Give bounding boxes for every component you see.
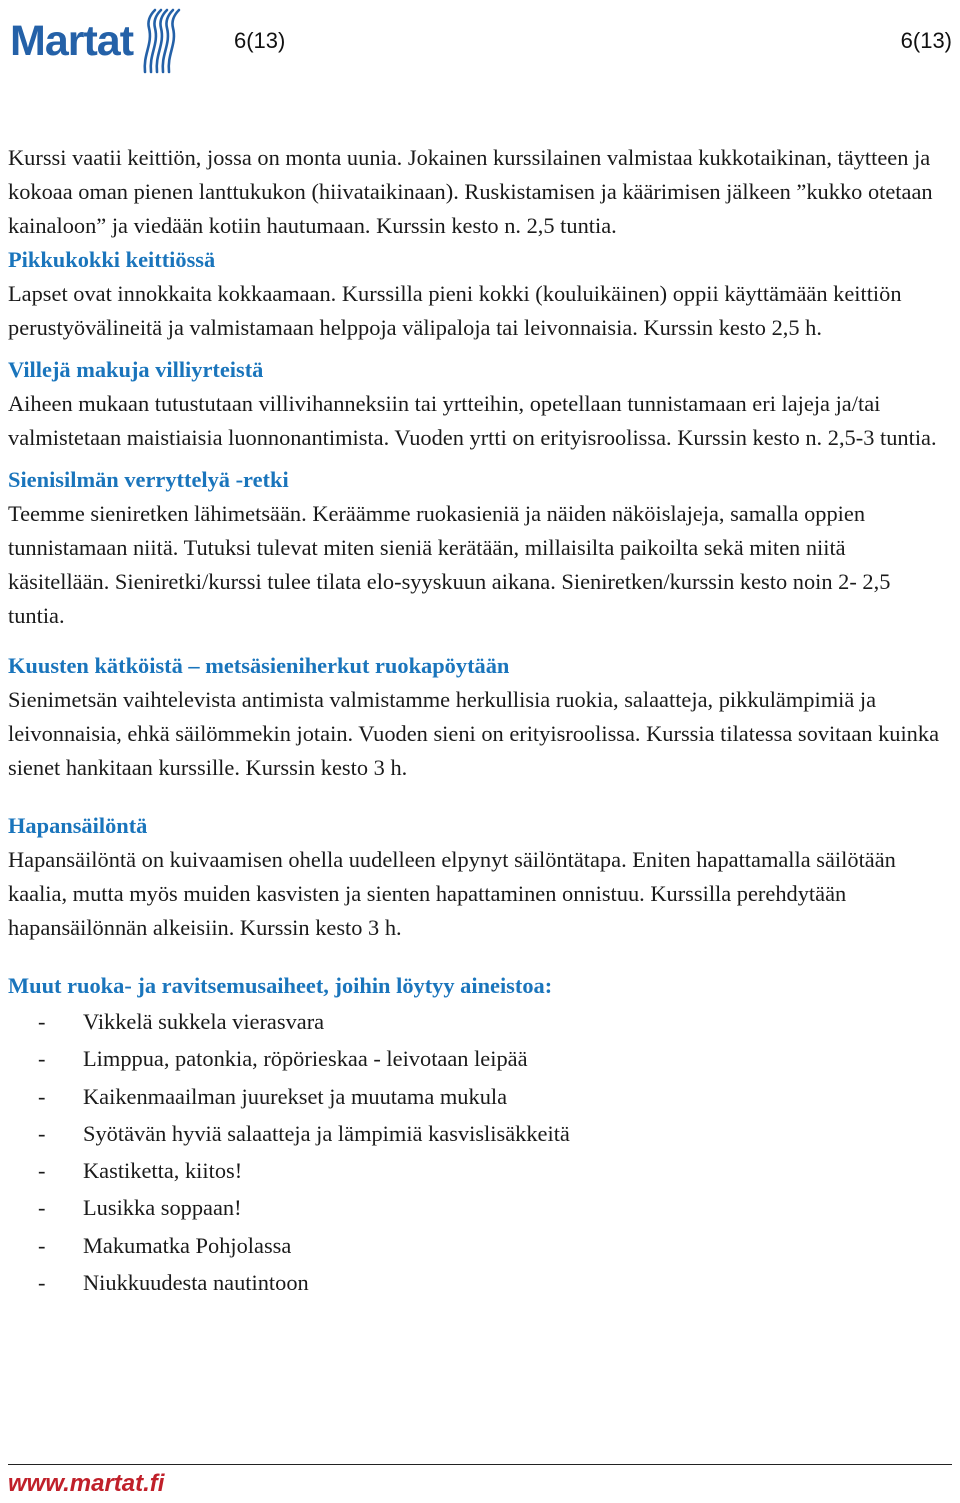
section-title: Pikkukokki keittiössä xyxy=(8,247,216,272)
list-item xyxy=(8,1152,952,1189)
dash-bullet: - xyxy=(38,1232,46,1258)
dash-bullet: - xyxy=(38,1120,46,1146)
page-number-right: 6(13) xyxy=(900,28,952,53)
dash-bullet: - xyxy=(38,1083,46,1109)
spacer xyxy=(8,345,952,353)
logo-text: Martat xyxy=(10,16,134,65)
section-title: Hapansäilöntä xyxy=(8,813,148,838)
list-item-text: Kaikenmaailman juurekset ja muutama mukula xyxy=(83,1083,508,1109)
list-item-text: Niukkuudesta nautintoon xyxy=(83,1270,309,1296)
spacer xyxy=(8,945,952,969)
spacer xyxy=(8,785,952,809)
other-topics-list xyxy=(8,1003,952,1301)
dash-bullet: - xyxy=(38,1158,46,1184)
page-header xyxy=(0,0,960,80)
section-text: Aiheen mukaan tutustutaan villivihanneksiin tai yrtteihin, opetellaan tunnistamaan eri lajeja ja/tai valmistetaan maistiaisia luonnonantimista. Vuoden yrtti on erityisroolissa. Kurssin kesto n. 2,5-3 tuntia. xyxy=(8,391,937,450)
list-item-text: Limppua, patonkia, röpörieskaa - leivotaan leipää xyxy=(83,1046,528,1072)
list-item xyxy=(8,1227,952,1264)
intro-paragraph: Kurssi vaatii keittiön, jossa on monta uunia. Jokainen kurssilainen valmistaa kukkotaikinan, täytteen ja kokoaa oman pienen lanttukukon (hiivataikinaan). Ruskistamisen ja käärimisen jälkeen ”kukko otetaan kainaloon” ja viedään kotiin hautumaan. Kurssin kesto n. 2,5 tuntia. xyxy=(8,145,933,238)
list-item xyxy=(8,1115,952,1152)
list-item-text: Kastiketta, kiitos! xyxy=(83,1158,243,1184)
footer-website-link[interactable]: www.martat.fi xyxy=(8,1470,165,1497)
list-item-text: Syötävän hyviä salaatteja ja lämpimiä kasvislisäkkeitä xyxy=(83,1120,570,1146)
list-item xyxy=(8,1264,952,1301)
section-text: Lapset ovat innokkaita kokkaamaan. Kurssilla pieni kokki (kouluikäinen) oppii käyttämään keittiön perustyövälineitä ja valmistamaan helppoja välipaloja tai leivonnaisia. Kurssin kesto 2,5 h. xyxy=(8,281,902,340)
spacer xyxy=(8,633,952,649)
spacer xyxy=(8,455,952,463)
dash-bullet: - xyxy=(38,1009,46,1034)
other-topics-title: Muut ruoka- ja ravitsemusaiheet, joihin löytyy aineistoa: xyxy=(8,973,553,998)
list-item xyxy=(8,1003,952,1040)
section-title: Kuusten kätköistä – metsäsieniherkut ruokapöytään xyxy=(8,653,510,678)
section-text: Sienimetsän vaihtelevista antimista valmistamme herkullisia ruokia, salaatteja, pikkulämpimiä ja leivonnaisia, ehkä säilömmekin jotain. Vuoden sieni on erityisroolissa. Kurssia tilatessa sovitaan kuinka sienet hankitaan kurssille. Kurssin kesto 3 h. xyxy=(8,687,940,780)
dash-bullet: - xyxy=(38,1270,46,1296)
page-number-left: 6(13) xyxy=(234,28,286,53)
list-item-text: Makumatka Pohjolassa xyxy=(83,1232,292,1258)
list-item xyxy=(8,1189,952,1226)
section-title: Villejä makuja villiyrteistä xyxy=(8,357,264,382)
dash-bullet: - xyxy=(38,1046,46,1072)
dash-bullet: - xyxy=(38,1195,46,1221)
list-item-text: Vikkelä sukkela vierasvara xyxy=(83,1009,325,1034)
section-text: Teemme sieniretken lähimetsään. Keräämme ruokasieniä ja näiden näköislajeja, samalla oppien tunnistamaan niitä. Tutuksi tulevat miten sieniä kerätään, millaisilta paikoilta sekä miten niitä käsitellään. Sieniretki/kurssi tulee tilata elo-syyskuun aikana. Sieniretken/kurssin kesto noin 2- 2,5 tuntia. xyxy=(8,501,891,628)
section-text: Hapansäilöntä on kuivaamisen ohella uudelleen elpynyt säilöntätapa. Eniten hapattamalla säilötään kaalia, mutta myös muiden kasvisten ja sienten hapattaminen onnistuu. Kurssilla perehdytään hapansäilönnän alkeisiin. Kurssin kesto 3 h. xyxy=(8,847,896,940)
list-item xyxy=(8,1040,952,1077)
footer-divider xyxy=(8,1464,952,1465)
list-item-text: Lusikka soppaan! xyxy=(83,1195,242,1221)
document-body xyxy=(8,141,952,1301)
section-title: Sienisilmän verryttelyä -retki xyxy=(8,467,289,492)
list-item xyxy=(8,1078,952,1115)
martat-logo xyxy=(10,8,181,74)
wave-logo-icon xyxy=(139,8,181,74)
